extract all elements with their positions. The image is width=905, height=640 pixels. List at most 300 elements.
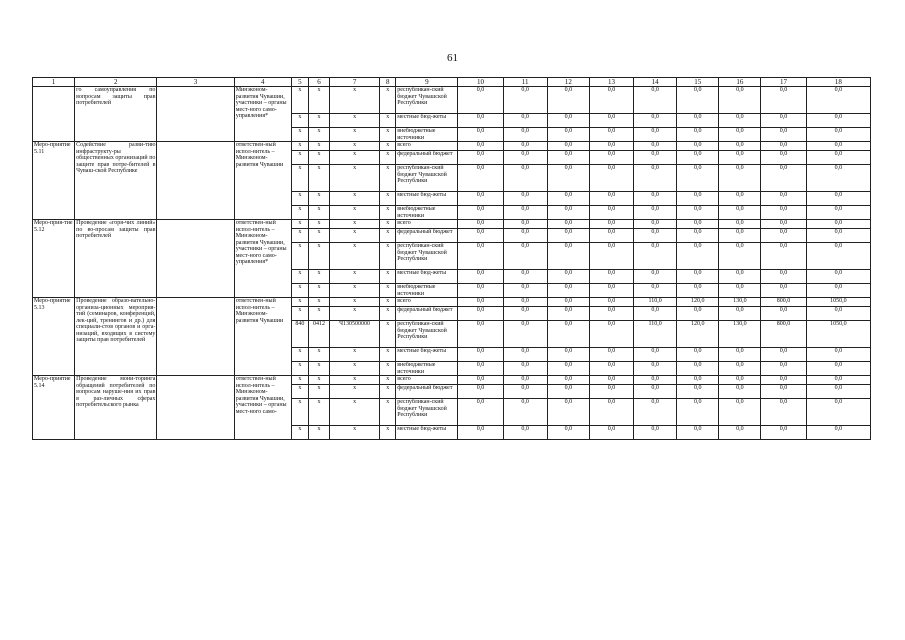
value-cell: 0,0 xyxy=(719,284,761,298)
table-row xyxy=(33,298,871,307)
value-cell: 0,0 xyxy=(761,114,806,128)
value-cell: 0,0 xyxy=(503,298,547,307)
value-cell: 120,0 xyxy=(677,321,719,348)
value-cell: 0,0 xyxy=(589,284,633,298)
code-cell: х xyxy=(291,243,308,270)
value-cell: 0,0 xyxy=(677,220,719,229)
code-cell: х xyxy=(380,229,396,243)
value-cell: 0,0 xyxy=(503,128,547,142)
value-cell: 0,0 xyxy=(589,87,633,114)
value-cell: 0,0 xyxy=(458,220,503,229)
value-cell: 0,0 xyxy=(806,220,870,229)
code-cell: х xyxy=(330,399,380,426)
value-cell: 0,0 xyxy=(458,284,503,298)
value-cell: 0,0 xyxy=(761,243,806,270)
executor-cell: Минэконом-развития Чувашии, участники – органы мест-ного само-управления* xyxy=(234,87,291,142)
value-cell: 0,0 xyxy=(547,270,589,284)
funding-source: всего xyxy=(396,376,458,385)
value-cell: 0,0 xyxy=(589,243,633,270)
value-cell: 0,0 xyxy=(458,270,503,284)
value-cell: 0,0 xyxy=(677,362,719,376)
value-cell: 0,0 xyxy=(677,243,719,270)
funding-source: всего xyxy=(396,220,458,229)
value-cell: 0,0 xyxy=(458,376,503,385)
code-cell: х xyxy=(308,376,329,385)
value-cell: 0,0 xyxy=(761,151,806,165)
value-cell: 0,0 xyxy=(634,142,677,151)
value-cell: 0,0 xyxy=(458,206,503,220)
code-cell: х xyxy=(291,220,308,229)
code-cell: х xyxy=(308,192,329,206)
value-cell: 110,0 xyxy=(634,298,677,307)
value-cell: 0,0 xyxy=(503,142,547,151)
code-cell: х xyxy=(380,128,396,142)
value-cell: 0,0 xyxy=(589,307,633,321)
code-cell: х xyxy=(330,348,380,362)
code-cell: х xyxy=(380,284,396,298)
value-cell: 0,0 xyxy=(503,307,547,321)
value-cell: 0,0 xyxy=(806,114,870,128)
value-cell: 0,0 xyxy=(589,362,633,376)
value-cell: 0,0 xyxy=(761,385,806,399)
funding-source: республикан-ский бюджет Чувашской Республики xyxy=(396,87,458,114)
code-cell: 840 xyxy=(291,321,308,348)
value-cell: 0,0 xyxy=(503,87,547,114)
value-cell: 0,0 xyxy=(719,206,761,220)
code-cell: х xyxy=(308,229,329,243)
executor-cell: ответствен-ный испол-нитель – Минэконом-развития Чувашии xyxy=(234,298,291,376)
code-cell: х xyxy=(291,385,308,399)
value-cell: 0,0 xyxy=(634,192,677,206)
value-cell: 1050,0 xyxy=(806,321,870,348)
code-cell: х xyxy=(380,206,396,220)
value-cell: 0,0 xyxy=(547,284,589,298)
value-cell: 0,0 xyxy=(761,362,806,376)
value-cell: 0,0 xyxy=(547,376,589,385)
value-cell: 0,0 xyxy=(719,376,761,385)
value-cell: 0,0 xyxy=(589,426,633,440)
code-cell: х xyxy=(291,348,308,362)
funding-source: федеральный бюджет xyxy=(396,229,458,243)
column-header-15: 15 xyxy=(677,78,719,87)
value-cell: 0,0 xyxy=(719,142,761,151)
value-cell: 0,0 xyxy=(634,165,677,192)
value-cell: 0,0 xyxy=(677,142,719,151)
code-cell: х xyxy=(308,270,329,284)
value-cell: 0,0 xyxy=(806,399,870,426)
code-cell: х xyxy=(308,114,329,128)
page-number: 61 xyxy=(447,52,458,64)
table-row xyxy=(33,376,871,385)
value-cell: 0,0 xyxy=(547,192,589,206)
value-cell: 0,0 xyxy=(634,151,677,165)
value-cell: 0,0 xyxy=(503,243,547,270)
code-cell: х xyxy=(308,284,329,298)
column-header-12: 12 xyxy=(547,78,589,87)
value-cell: 0,0 xyxy=(503,399,547,426)
code-cell: х xyxy=(291,206,308,220)
value-cell: 0,0 xyxy=(547,348,589,362)
code-cell: х xyxy=(330,376,380,385)
code-cell: х xyxy=(330,165,380,192)
value-cell: 0,0 xyxy=(503,270,547,284)
value-cell: 0,0 xyxy=(806,87,870,114)
code-cell: х xyxy=(291,165,308,192)
value-cell: 0,0 xyxy=(806,362,870,376)
value-cell: 0,0 xyxy=(719,270,761,284)
column-header-10: 10 xyxy=(458,78,503,87)
code-cell: х xyxy=(291,298,308,307)
funding-source: всего xyxy=(396,142,458,151)
value-cell: 0,0 xyxy=(458,385,503,399)
code-cell: х xyxy=(380,399,396,426)
code-cell: х xyxy=(380,348,396,362)
value-cell: 0,0 xyxy=(677,307,719,321)
value-cell: 0,0 xyxy=(634,399,677,426)
code-cell: х xyxy=(380,114,396,128)
value-cell: 0,0 xyxy=(677,385,719,399)
value-cell: 0,0 xyxy=(677,151,719,165)
code-cell: х xyxy=(308,362,329,376)
table-row xyxy=(33,87,871,114)
value-cell: 0,0 xyxy=(589,151,633,165)
value-cell: 0,0 xyxy=(719,385,761,399)
column-header-row xyxy=(33,78,871,87)
event-title: Проведение образо-вательно-организа-ционных мероприя-тий (семинаров, конференций, лек-ций, тренингов и др.) для специали-стов органов и орга-низаций, входящих в систему защиты прав потребителей xyxy=(75,298,157,376)
funding-source: местные бюд-жеты xyxy=(396,426,458,440)
value-cell: 0,0 xyxy=(589,399,633,426)
value-cell: 0,0 xyxy=(634,114,677,128)
code-cell: х xyxy=(330,243,380,270)
code-cell: х xyxy=(291,128,308,142)
code-cell: х xyxy=(330,206,380,220)
value-cell: 0,0 xyxy=(806,192,870,206)
code-cell: х xyxy=(308,385,329,399)
code-cell: х xyxy=(380,362,396,376)
value-cell: 0,0 xyxy=(458,307,503,321)
value-cell: 0,0 xyxy=(677,165,719,192)
value-cell: 0,0 xyxy=(589,220,633,229)
value-cell: 0,0 xyxy=(677,270,719,284)
column-header-18: 18 xyxy=(806,78,870,87)
column-header-4: 4 xyxy=(234,78,291,87)
value-cell: 0,0 xyxy=(589,142,633,151)
value-cell: 0,0 xyxy=(634,128,677,142)
code-cell: х xyxy=(308,87,329,114)
value-cell: 0,0 xyxy=(547,362,589,376)
code-cell: х xyxy=(291,270,308,284)
value-cell: 0,0 xyxy=(458,128,503,142)
value-cell: 0,0 xyxy=(677,192,719,206)
event-number xyxy=(33,87,75,142)
code-cell: х xyxy=(308,243,329,270)
value-cell: 0,0 xyxy=(719,220,761,229)
value-cell: 0,0 xyxy=(634,206,677,220)
funding-source: федеральный бюджет xyxy=(396,307,458,321)
code-cell: х xyxy=(330,362,380,376)
code-cell: х xyxy=(308,142,329,151)
code-cell: х xyxy=(330,87,380,114)
code-cell: х xyxy=(380,192,396,206)
event-number: Меро-приятие 5.14 xyxy=(33,376,75,440)
value-cell: 0,0 xyxy=(806,229,870,243)
code-cell: х xyxy=(291,87,308,114)
value-cell: 0,0 xyxy=(547,220,589,229)
code-cell: х xyxy=(291,192,308,206)
value-cell: 0,0 xyxy=(503,321,547,348)
code-cell: х xyxy=(291,151,308,165)
value-cell: 0,0 xyxy=(719,399,761,426)
value-cell: 0,0 xyxy=(806,243,870,270)
code-cell: х xyxy=(380,142,396,151)
code-cell: 0412 xyxy=(308,321,329,348)
value-cell: 0,0 xyxy=(806,385,870,399)
value-cell: 130,0 xyxy=(719,298,761,307)
value-cell: 0,0 xyxy=(634,426,677,440)
event-title: Проведение мони-торинга обращений потребителей по вопросам наруше-ния их прав в раз-личных сферах потребительского рынка xyxy=(75,376,157,440)
value-cell: 0,0 xyxy=(458,114,503,128)
value-cell: 0,0 xyxy=(761,128,806,142)
program-cell xyxy=(157,298,234,376)
executor-cell: ответствен-ный испол-нитель – Минэконом-развития Чувашии, участники – органы мест-ного само- xyxy=(234,376,291,440)
value-cell: 0,0 xyxy=(761,307,806,321)
code-cell: х xyxy=(330,307,380,321)
value-cell: 800,0 xyxy=(761,321,806,348)
value-cell: 0,0 xyxy=(589,114,633,128)
value-cell: 0,0 xyxy=(761,399,806,426)
value-cell: 0,0 xyxy=(719,151,761,165)
code-cell: х xyxy=(380,307,396,321)
value-cell: 0,0 xyxy=(589,348,633,362)
value-cell: 0,0 xyxy=(458,165,503,192)
event-number: Меро-прия-тие 5.12 xyxy=(33,220,75,298)
code-cell: х xyxy=(330,142,380,151)
executor-cell: ответствен-ный испол-нитель – Минэконом-развития Чувашии xyxy=(234,142,291,220)
value-cell: 0,0 xyxy=(806,142,870,151)
value-cell: 0,0 xyxy=(634,307,677,321)
value-cell: 0,0 xyxy=(589,376,633,385)
code-cell: х xyxy=(380,165,396,192)
value-cell: 0,0 xyxy=(761,426,806,440)
code-cell: х xyxy=(308,206,329,220)
value-cell: 0,0 xyxy=(547,142,589,151)
value-cell: 0,0 xyxy=(761,192,806,206)
value-cell: 0,0 xyxy=(761,220,806,229)
funding-source: республикан-ский бюджет Чувашской Республики xyxy=(396,243,458,270)
value-cell: 0,0 xyxy=(761,165,806,192)
code-cell: Ч130500000 xyxy=(330,321,380,348)
value-cell: 0,0 xyxy=(547,206,589,220)
value-cell: 0,0 xyxy=(458,362,503,376)
code-cell: х xyxy=(380,298,396,307)
code-cell: х xyxy=(330,385,380,399)
event-number: Меро-приятие 5.13 xyxy=(33,298,75,376)
value-cell: 0,0 xyxy=(458,192,503,206)
value-cell: 0,0 xyxy=(634,220,677,229)
code-cell: х xyxy=(380,376,396,385)
value-cell: 0,0 xyxy=(761,229,806,243)
value-cell: 0,0 xyxy=(677,376,719,385)
column-header-16: 16 xyxy=(719,78,761,87)
value-cell: 0,0 xyxy=(719,87,761,114)
code-cell: х xyxy=(308,220,329,229)
program-cell xyxy=(157,142,234,220)
funding-source: внебюджетные источники xyxy=(396,362,458,376)
value-cell: 0,0 xyxy=(761,270,806,284)
value-cell: 0,0 xyxy=(806,128,870,142)
value-cell: 0,0 xyxy=(503,114,547,128)
value-cell: 0,0 xyxy=(547,298,589,307)
value-cell: 0,0 xyxy=(547,114,589,128)
value-cell: 0,0 xyxy=(547,165,589,192)
value-cell: 0,0 xyxy=(677,284,719,298)
funding-source: местные бюд-жеты xyxy=(396,348,458,362)
code-cell: х xyxy=(330,128,380,142)
value-cell: 0,0 xyxy=(634,270,677,284)
value-cell: 0,0 xyxy=(589,385,633,399)
event-number: Меро-приятие 5.11 xyxy=(33,142,75,220)
value-cell: 0,0 xyxy=(547,229,589,243)
funding-source: внебюджетные источники xyxy=(396,206,458,220)
code-cell: х xyxy=(330,270,380,284)
code-cell: х xyxy=(308,165,329,192)
column-header-11: 11 xyxy=(503,78,547,87)
value-cell: 0,0 xyxy=(589,165,633,192)
table-row xyxy=(33,142,871,151)
value-cell: 0,0 xyxy=(677,114,719,128)
value-cell: 0,0 xyxy=(503,165,547,192)
value-cell: 110,0 xyxy=(634,321,677,348)
code-cell: х xyxy=(330,151,380,165)
value-cell: 0,0 xyxy=(677,206,719,220)
value-cell: 0,0 xyxy=(677,399,719,426)
program-cell xyxy=(157,220,234,298)
value-cell: 0,0 xyxy=(761,206,806,220)
code-cell: х xyxy=(308,298,329,307)
value-cell: 0,0 xyxy=(458,229,503,243)
value-cell: 0,0 xyxy=(503,362,547,376)
funding-source: местные бюд-жеты xyxy=(396,192,458,206)
code-cell: х xyxy=(330,220,380,229)
value-cell: 0,0 xyxy=(719,114,761,128)
program-cell xyxy=(157,87,234,142)
table-row xyxy=(33,220,871,229)
value-cell: 0,0 xyxy=(547,151,589,165)
code-cell: х xyxy=(291,284,308,298)
value-cell: 0,0 xyxy=(458,321,503,348)
value-cell: 0,0 xyxy=(547,87,589,114)
value-cell: 0,0 xyxy=(806,151,870,165)
code-cell: х xyxy=(308,426,329,440)
value-cell: 0,0 xyxy=(589,270,633,284)
column-header-9: 9 xyxy=(396,78,458,87)
value-cell: 0,0 xyxy=(634,243,677,270)
value-cell: 0,0 xyxy=(458,298,503,307)
code-cell: х xyxy=(380,426,396,440)
value-cell: 0,0 xyxy=(547,243,589,270)
value-cell: 0,0 xyxy=(589,192,633,206)
value-cell: 0,0 xyxy=(503,151,547,165)
funding-source: внебюджетные источники xyxy=(396,128,458,142)
value-cell: 0,0 xyxy=(677,348,719,362)
executor-cell: ответствен-ный испол-нитель – Минэконом-развития Чувашии, участники – органы мест-ного само-управления* xyxy=(234,220,291,298)
value-cell: 0,0 xyxy=(677,426,719,440)
value-cell: 0,0 xyxy=(806,270,870,284)
value-cell: 0,0 xyxy=(677,128,719,142)
funding-source: местные бюд-жеты xyxy=(396,270,458,284)
funding-source: республикан-ский бюджет Чувашской Республики xyxy=(396,165,458,192)
value-cell: 0,0 xyxy=(719,192,761,206)
code-cell: х xyxy=(308,307,329,321)
column-header-7: 7 xyxy=(330,78,380,87)
column-header-5: 5 xyxy=(291,78,308,87)
value-cell: 0,0 xyxy=(503,220,547,229)
value-cell: 0,0 xyxy=(719,307,761,321)
code-cell: х xyxy=(308,348,329,362)
funding-source: внебюджетные источники xyxy=(396,284,458,298)
event-title: Содействие разви-тию инфраструкту-ры общественных организаций по защите прав потре-бителей в Чуваш-ской Республике xyxy=(75,142,157,220)
value-cell: 0,0 xyxy=(547,128,589,142)
value-cell: 0,0 xyxy=(677,87,719,114)
table-body xyxy=(33,78,871,440)
value-cell: 0,0 xyxy=(719,243,761,270)
code-cell: х xyxy=(380,87,396,114)
column-header-1: 1 xyxy=(33,78,75,87)
funding-source: республикан-ский бюджет Чувашской Республики xyxy=(396,321,458,348)
value-cell: 0,0 xyxy=(503,426,547,440)
code-cell: х xyxy=(380,151,396,165)
value-cell: 0,0 xyxy=(719,348,761,362)
value-cell: 0,0 xyxy=(634,362,677,376)
code-cell: х xyxy=(330,229,380,243)
value-cell: 0,0 xyxy=(719,165,761,192)
value-cell: 1050,0 xyxy=(806,298,870,307)
value-cell: 0,0 xyxy=(458,142,503,151)
code-cell: х xyxy=(291,114,308,128)
code-cell: х xyxy=(330,114,380,128)
value-cell: 0,0 xyxy=(806,165,870,192)
value-cell: 0,0 xyxy=(503,229,547,243)
code-cell: х xyxy=(380,385,396,399)
value-cell: 0,0 xyxy=(806,206,870,220)
value-cell: 0,0 xyxy=(547,399,589,426)
code-cell: х xyxy=(308,399,329,426)
column-header-2: 2 xyxy=(75,78,157,87)
value-cell: 0,0 xyxy=(547,321,589,348)
budget-table xyxy=(32,77,871,440)
value-cell: 0,0 xyxy=(458,243,503,270)
code-cell: х xyxy=(330,298,380,307)
code-cell: х xyxy=(308,128,329,142)
column-header-6: 6 xyxy=(308,78,329,87)
value-cell: 800,0 xyxy=(761,298,806,307)
value-cell: 0,0 xyxy=(503,192,547,206)
column-header-8: 8 xyxy=(380,78,396,87)
funding-source: федеральный бюджет xyxy=(396,151,458,165)
value-cell: 0,0 xyxy=(719,426,761,440)
value-cell: 0,0 xyxy=(761,142,806,151)
column-header-17: 17 xyxy=(761,78,806,87)
value-cell: 0,0 xyxy=(458,399,503,426)
value-cell: 0,0 xyxy=(458,426,503,440)
value-cell: 0,0 xyxy=(458,87,503,114)
value-cell: 0,0 xyxy=(806,284,870,298)
value-cell: 0,0 xyxy=(547,385,589,399)
value-cell: 0,0 xyxy=(503,284,547,298)
value-cell: 0,0 xyxy=(547,307,589,321)
code-cell: х xyxy=(291,307,308,321)
funding-source: всего xyxy=(396,298,458,307)
